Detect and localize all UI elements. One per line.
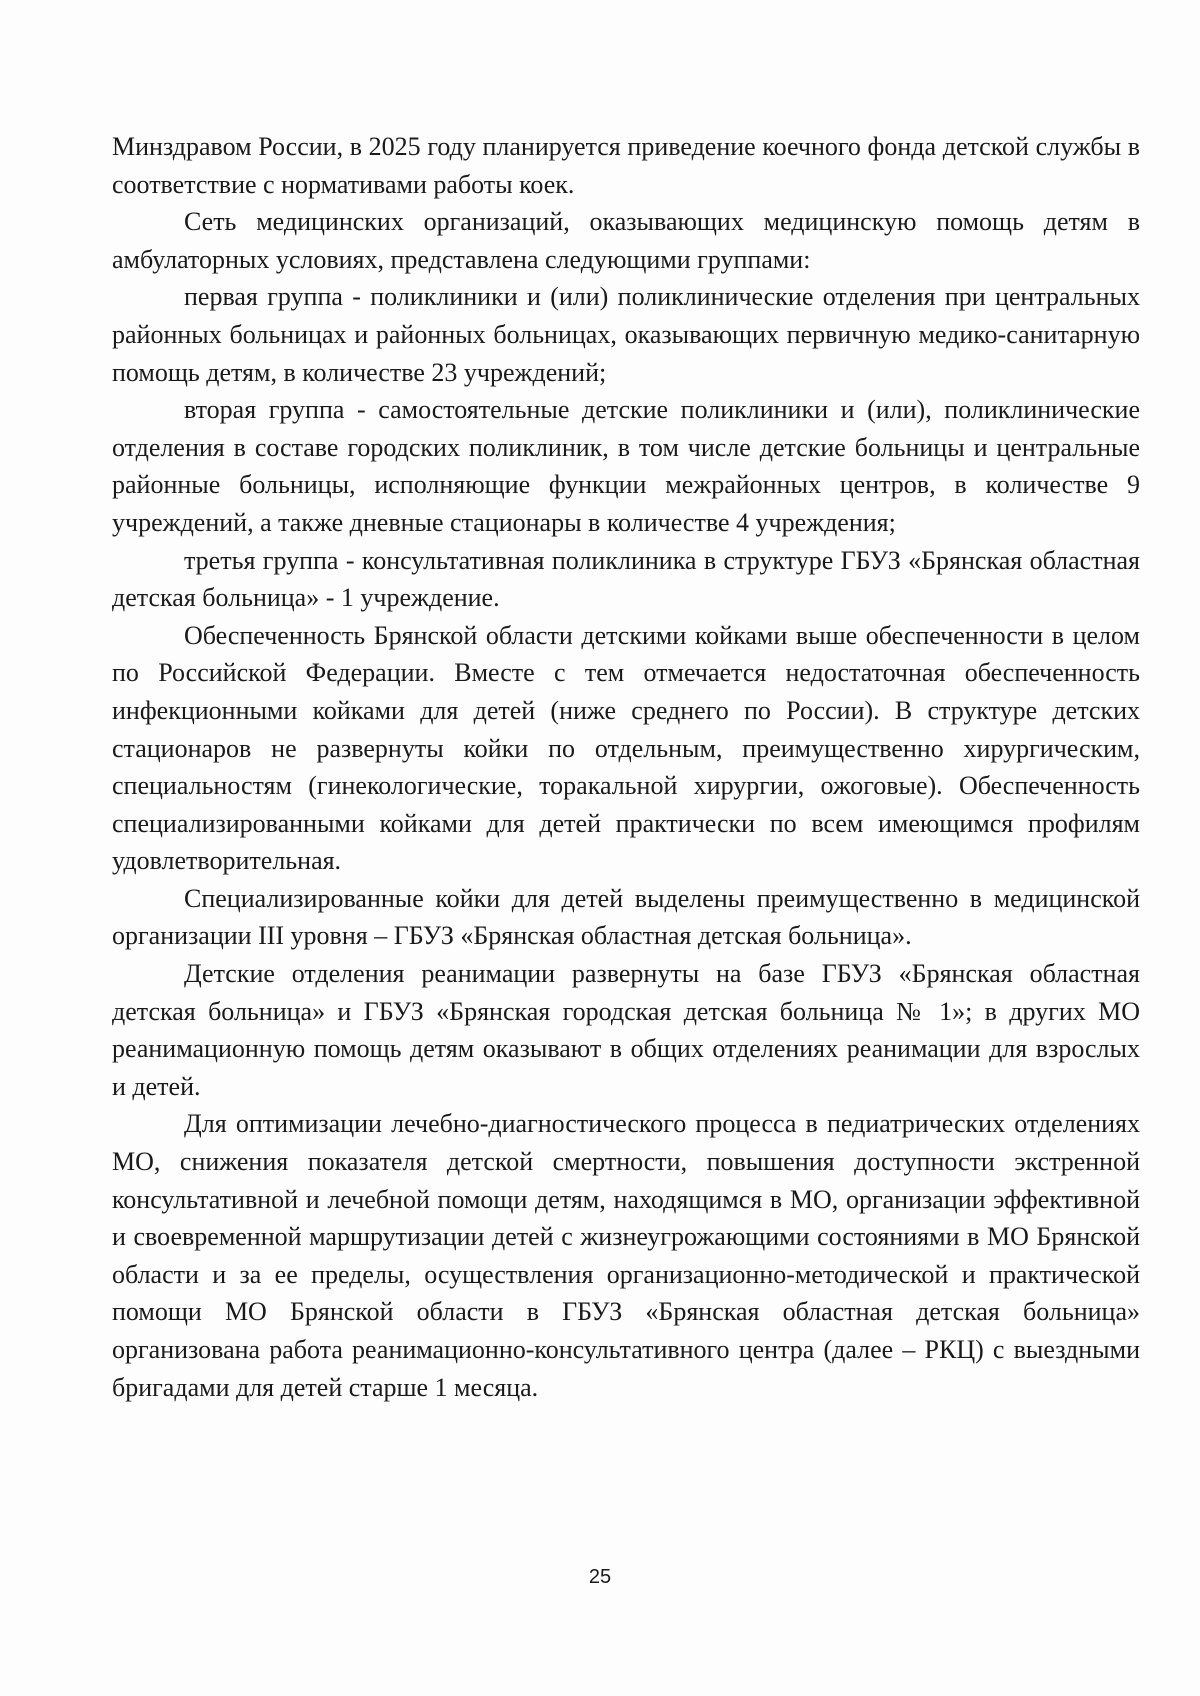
page-number: 25: [588, 1566, 612, 1588]
paragraph-network-intro: Сеть медицинских организаций, оказывающих медицинскую помощь детям в амбулаторных условиях, представлена следующими группами:: [112, 207, 1140, 274]
paragraph-group-one: первая группа - поликлиники и (или) поликлинические отделения при центральных районных больницах и районных больницах, оказывающих первичную медико-санитарную помощь детям, в количестве 23 учреждений;: [112, 282, 1140, 387]
paragraph-rkc: Для оптимизации лечебно-диагностического процесса в педиатрических отделениях МО, снижения показателя детской смертности, повышения доступности экстренной консультативной и лечебной помощи детям, находящимся в МО, организации эффективной и своевременной маршрутизации детей с жизнеугрожающими состояниями в МО Брянской области и за ее пределы, осуществления организационно-методической и практической помощи МО Брянской области в ГБУЗ «Брянская областная детская больница» организована работа реанимационно-консультативного центра (далее – РКЦ) с выездными бригадами для детей старше 1 месяца.: [112, 1109, 1140, 1402]
paragraph-reanimation: Детские отделения реанимации развернуты на базе ГБУЗ «Брянская областная детская больница» и ГБУЗ «Брянская городская детская больница № 1»; в других МО реанимационную помощь детям оказывают в общих отделениях реанимации для взрослых и детей.: [112, 959, 1140, 1101]
paragraph-group-two: вторая группа - самостоятельные детские поликлиники и (или), поликлинические отделения в составе городских поликлиник, в том числе детские больницы и центральные районные больницы, исполняющие функции межрайонных центров, в количестве 9 учреждений, а также дневные стационары в количестве 4 учреждения;: [112, 395, 1140, 537]
paragraph-continuation: Минздравом России, в 2025 году планируется приведение коечного фонда детской службы в соответствие с нормативами работы коек.: [112, 132, 1140, 199]
document-body: [112, 128, 1140, 1406]
paragraph-specialized-beds: Специализированные койки для детей выделены преимущественно в медицинской организации III уровня – ГБУЗ «Брянская областная детская больница».: [112, 883, 1140, 951]
paragraph-group-three: третья группа - консультативная поликлиника в структуре ГБУЗ «Брянская областная детская больница» - 1 учреждение.: [112, 545, 1140, 613]
paragraph-bed-provision: Обеспеченность Брянской области детскими койками выше обеспеченности в целом по Российской Федерации. Вместе с тем отмечается недостаточная обеспеченность инфекционными койками для детей (ниже среднего по России). В структуре детских стационаров не развернуты койки по отдельным, преимущественно хирургическим, специальностям (гинекологические, торакальной хирургии, ожоговые). Обеспеченность специализированными койками для детей практически по всем имеющимся профилям удовлетворительная.: [112, 620, 1140, 876]
